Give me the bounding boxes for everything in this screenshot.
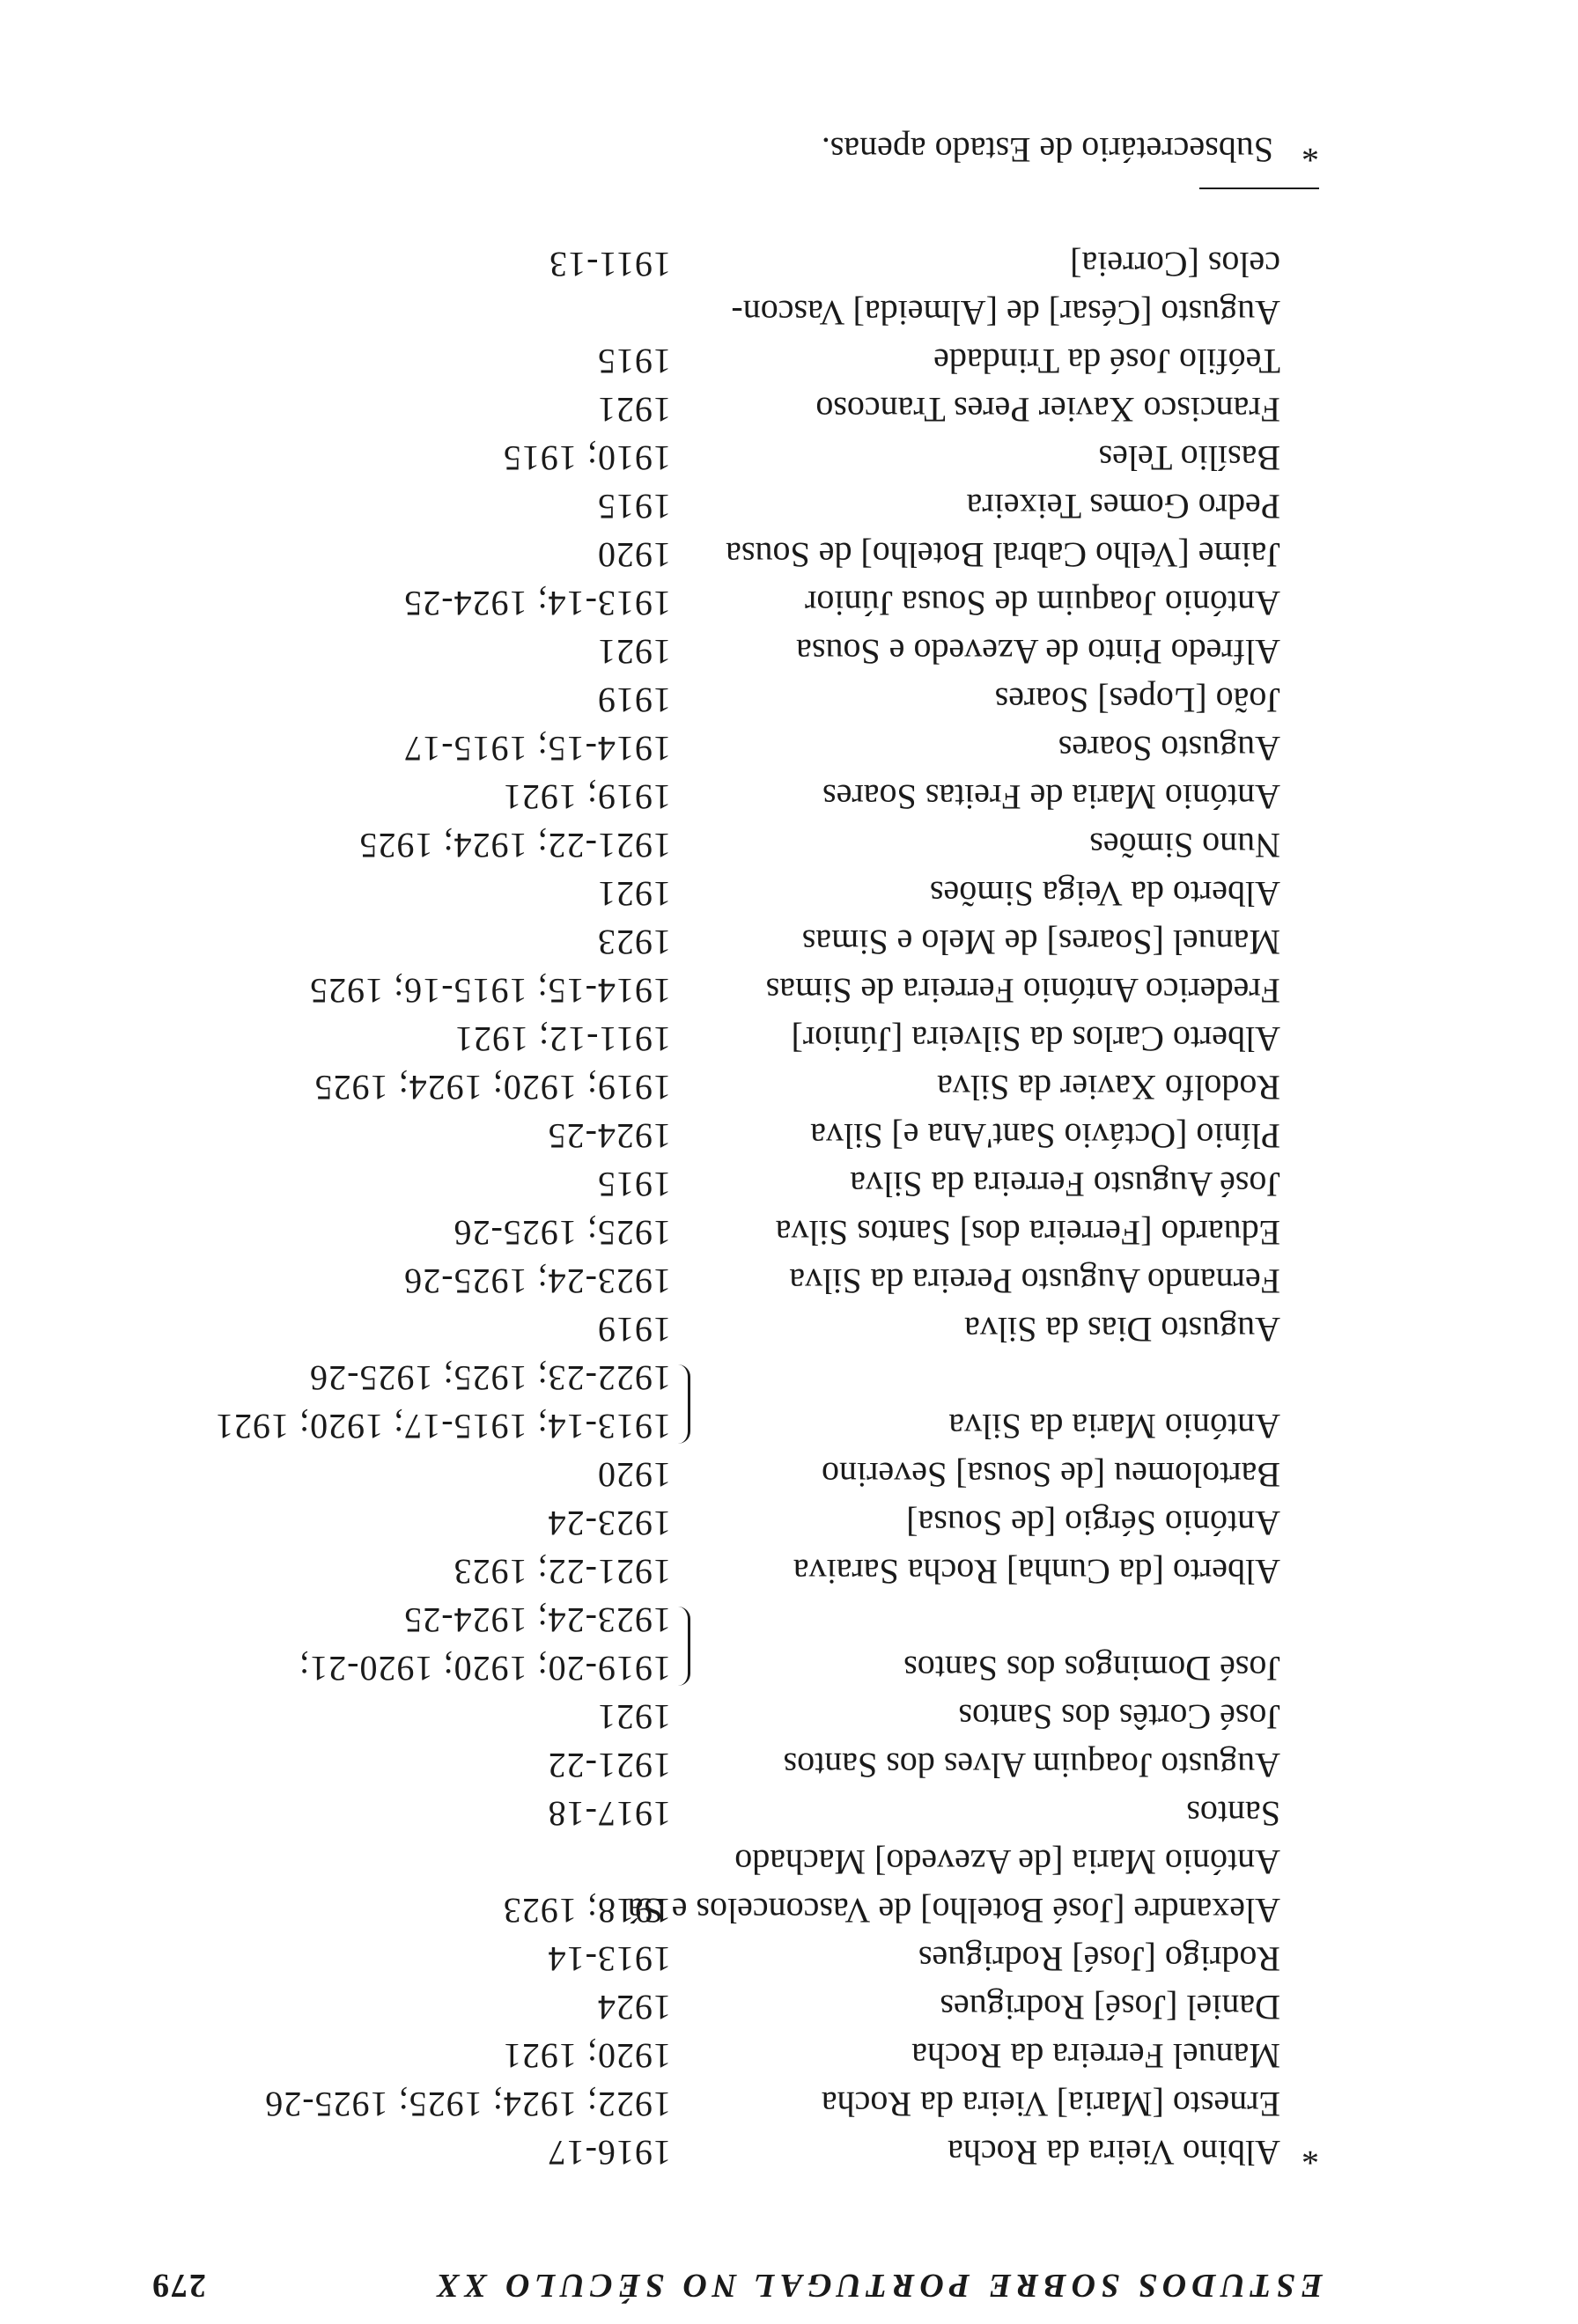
term-years: 1920; 1921	[502, 2036, 671, 2076]
minister-name: Albino Vieira da Rocha	[948, 2133, 1280, 2173]
term-years: 1910; 1915	[502, 438, 671, 478]
list-item	[0, 2082, 1578, 2126]
minister-name: Santos	[1186, 1794, 1280, 1834]
minister-name: Augusto [César] de [Almeida] Vascon-	[731, 293, 1280, 333]
term-years: 1921	[597, 1697, 671, 1737]
list-item	[0, 1549, 1578, 1593]
term-years: 1915	[597, 1165, 671, 1204]
list-item	[0, 1017, 1578, 1061]
footnote-text: Subsecretário de Estado apenas.	[821, 130, 1273, 170]
list-item	[0, 339, 1578, 383]
page-number: 279	[151, 2267, 206, 2304]
term-years: 1925; 1925-26	[453, 1213, 671, 1253]
term-years: 1913-14; 1924-25	[403, 584, 671, 623]
term-years: 1915	[597, 487, 671, 526]
minister-list	[0, 245, 1578, 2174]
minister-name: José Domingos dos Santos	[903, 1649, 1280, 1688]
list-item	[0, 968, 1578, 1012]
list-item-continuation	[0, 1598, 1578, 1642]
footnote-marker: *	[1301, 130, 1319, 170]
list-item	[0, 1501, 1578, 1545]
minister-name: Alberto da Veiga Simões	[929, 874, 1280, 914]
term-years: 1911-12; 1921	[454, 1019, 671, 1059]
list-item	[0, 1985, 1578, 2029]
minister-name: celos [Correia]	[1070, 245, 1280, 284]
list-item	[0, 1404, 1578, 1448]
term-years: 1914-15; 1915-16; 1925	[309, 971, 671, 1011]
list-item	[0, 1162, 1578, 1206]
minister-name: Nuno Simões	[1089, 826, 1280, 865]
minister-name: Alberto [da Cunha] Rocha Saraiva	[793, 1552, 1280, 1592]
list-item	[0, 1791, 1578, 1835]
list-item	[0, 533, 1578, 577]
list-item	[0, 1888, 1578, 1932]
term-years: 1919; 1921	[502, 777, 671, 817]
term-years: 1924	[597, 1988, 671, 2027]
minister-name: Rodolfo Xavier da Silva	[937, 1068, 1280, 1107]
term-years: 1916-17	[547, 2133, 671, 2173]
minister-name: António Maria [de Azevedo] Machado	[734, 1842, 1280, 1882]
term-years: 1918; 1923	[502, 1891, 671, 1931]
footnote-divider	[1199, 188, 1319, 189]
term-years: 1922-23; 1925; 1925-26	[309, 1358, 671, 1398]
list-item	[0, 387, 1578, 431]
minister-name: José Cortês dos Santos	[958, 1697, 1280, 1737]
minister-name: Pedro Gomes Teixeira	[966, 487, 1280, 526]
list-item	[0, 629, 1578, 673]
term-years: 1923-24; 1924-25	[403, 1600, 671, 1640]
term-years: 1921	[597, 390, 671, 430]
list-item	[0, 1259, 1578, 1303]
minister-name: Eduardo [Ferreira dos] Santos Silva	[775, 1213, 1280, 1253]
list-item	[0, 1210, 1578, 1254]
term-years: 1919; 1920; 1924; 1925	[313, 1068, 671, 1107]
minister-name: Fernando Augusto Pereira da Silva	[789, 1261, 1280, 1301]
minister-name: Augusto Soares	[1058, 729, 1280, 769]
list-item	[0, 436, 1578, 480]
minister-name: Manuel [Soares] de Melo e Simas	[801, 923, 1280, 962]
minister-name: Plínio [Octávio Sant'Ana e] Silva	[810, 1116, 1280, 1156]
term-years: 1913-14	[547, 1939, 671, 1979]
list-item	[0, 2130, 1578, 2174]
minister-name: Rodrigo [José] Rodrigues	[918, 1939, 1280, 1979]
term-years: 1923	[597, 923, 671, 962]
list-item	[0, 581, 1578, 625]
minister-name: Jaime [Velho Cabral Botelho] de Sousa	[726, 535, 1280, 575]
term-years: 1919	[597, 1310, 671, 1350]
term-years: 1921-22; 1924; 1925	[358, 826, 671, 865]
minister-name: Bartolomeu [de Sousa] Severino	[822, 1455, 1280, 1495]
term-years: 1923-24	[547, 1504, 671, 1543]
term-years: 1917-18	[547, 1794, 671, 1834]
list-item	[0, 1646, 1578, 1690]
term-years: 1913-14; 1915-17; 1920; 1921	[215, 1407, 671, 1446]
term-years: 1915	[597, 342, 671, 381]
minister-name: Daniel [José] Rodrigues	[940, 1988, 1280, 2027]
minister-name: João [Lopes] Soares	[994, 680, 1280, 720]
list-item	[0, 823, 1578, 867]
term-years: 1919-20; 1920; 1920-21;	[299, 1649, 671, 1688]
minister-name: Manuel Ferreira da Rocha	[911, 2036, 1280, 2076]
minister-name: Alfredo Pinto de Azevedo e Sousa	[796, 632, 1280, 672]
term-years: 1920	[597, 535, 671, 575]
minister-name: Augusto Dias da Silva	[964, 1310, 1280, 1350]
list-item	[0, 290, 1578, 335]
term-years: 1924-25	[547, 1116, 671, 1156]
term-years: 1919	[597, 680, 671, 720]
list-item	[0, 1452, 1578, 1497]
term-years: 1921-22; 1923	[453, 1552, 671, 1592]
term-years: 1921	[597, 632, 671, 672]
minister-name: Ernesto [Maria] Vieira da Rocha	[821, 2085, 1280, 2124]
minister-name: Francisco Xavier Peres Trancoso	[815, 390, 1280, 430]
running-header	[0, 2245, 1578, 2324]
term-years: 1923-24; 1925-26	[403, 1261, 671, 1301]
list-item	[0, 872, 1578, 916]
term-years: 1911-13	[549, 245, 671, 284]
list-item	[0, 775, 1578, 819]
list-item	[0, 1114, 1578, 1158]
minister-name: Alberto Carlos da Silveira [Júnior]	[791, 1019, 1280, 1059]
minister-name: Teófilo José da Trindade	[933, 342, 1280, 381]
list-item	[0, 1937, 1578, 1981]
list-item	[0, 920, 1578, 964]
term-years: 1922; 1924; 1925; 1925-26	[264, 2085, 671, 2124]
list-item	[0, 242, 1578, 286]
term-years: 1921	[597, 874, 671, 914]
minister-name: Basílio Teles	[1098, 438, 1280, 478]
list-item	[0, 1307, 1578, 1351]
list-item	[0, 726, 1578, 770]
list-item	[0, 678, 1578, 722]
list-item	[0, 2034, 1578, 2078]
list-item	[0, 1743, 1578, 1787]
minister-name: António Sérgio [de Sousa]	[906, 1504, 1280, 1543]
term-years: 1914-15; 1915-17	[403, 729, 671, 769]
minister-name: Frederico António Ferreira de Simas	[765, 971, 1280, 1011]
minister-name: Augusto Joaquim Alves dos Santos	[783, 1746, 1280, 1785]
term-years: 1920	[597, 1455, 671, 1495]
list-item	[0, 484, 1578, 528]
minister-name: José Augusto Ferreira da Silva	[850, 1165, 1280, 1204]
minister-name: António Joaquim de Sousa Júnior	[805, 584, 1280, 623]
list-item	[0, 1065, 1578, 1109]
running-title: ESTUDOS SOBRE PORTUGAL NO SÉCULO XX	[431, 2267, 1323, 2304]
footnote-marker: *	[1301, 2133, 1319, 2173]
list-item	[0, 1695, 1578, 1739]
term-years: 1921-22	[547, 1746, 671, 1785]
list-item-continuation	[0, 1356, 1578, 1400]
footnote	[822, 128, 1319, 172]
minister-name: António Maria de Freitas Soares	[822, 777, 1280, 817]
minister-name: Alexandre [José Botelho] de Vasconcelos e Sá	[627, 1891, 1280, 1931]
list-item	[0, 1840, 1578, 1884]
minister-name: António Maria da Silva	[948, 1407, 1280, 1446]
